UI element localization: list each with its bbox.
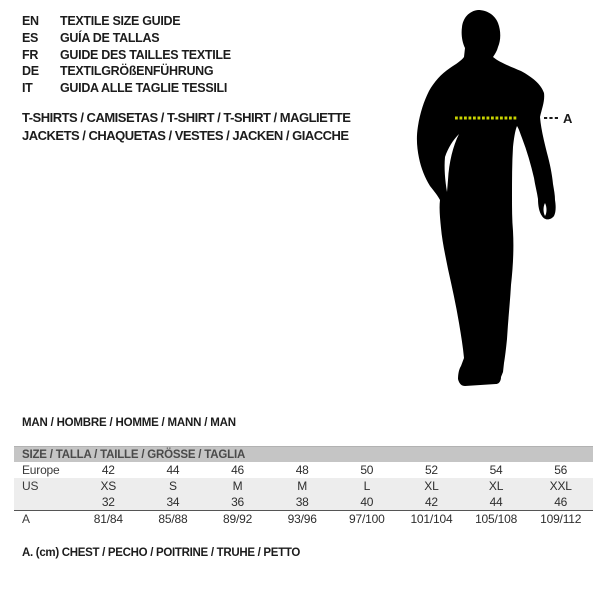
table-row <box>14 478 593 494</box>
row-label: US <box>22 479 39 493</box>
language-row <box>22 30 231 47</box>
size-value: 46 <box>231 463 245 477</box>
language-code: FR <box>22 47 39 62</box>
language-label: GUIDE DES TAILLES TEXTILE <box>60 47 231 62</box>
size-table-body <box>14 462 593 526</box>
size-value: 101/104 <box>410 512 453 526</box>
size-value: XL <box>488 479 504 493</box>
category-heading <box>22 109 350 144</box>
size-value: 44 <box>489 495 503 509</box>
size-value: 85/88 <box>158 512 188 526</box>
category-line-tshirts: T-SHIRTS / CAMISETAS / T-SHIRT / T-SHIRT / MAGLIETTE <box>22 110 351 125</box>
size-table <box>14 446 593 526</box>
size-value: S <box>169 479 177 493</box>
size-value: 97/100 <box>349 512 385 526</box>
size-value: 50 <box>360 463 374 477</box>
size-value: 36 <box>231 495 245 509</box>
size-table-header: SIZE / TALLA / TAILLE / GRÖSSE / TAGLIA <box>14 446 593 462</box>
table-row <box>14 510 593 526</box>
row-label <box>14 494 76 510</box>
size-value: L <box>363 479 371 493</box>
size-value: 89/92 <box>223 512 253 526</box>
size-value: 32 <box>101 495 115 509</box>
size-value: 109/112 <box>540 512 582 526</box>
size-value: 54 <box>489 463 503 477</box>
size-value: 56 <box>554 463 568 477</box>
language-label: GUIDA ALLE TAGLIE TESSILI <box>60 81 228 96</box>
language-label: GUÍA DE TALLAS <box>60 31 160 46</box>
size-value: 52 <box>424 463 438 477</box>
size-value: XXL <box>549 479 572 493</box>
size-value: 93/96 <box>287 512 317 526</box>
size-value: 42 <box>101 463 115 477</box>
language-label: TEXTILGRÖßENFÜHRUNG <box>60 64 214 79</box>
measurement-footnote: A. (cm) CHEST / PECHO / POITRINE / TRUHE / PETTO <box>22 547 301 559</box>
man-silhouette-figure <box>390 0 590 400</box>
size-value: XL <box>424 479 439 493</box>
language-list <box>22 13 231 96</box>
language-label: TEXTILE SIZE GUIDE <box>60 14 181 29</box>
language-row <box>22 46 231 63</box>
language-row <box>22 80 231 97</box>
table-row <box>14 462 593 478</box>
language-row <box>22 63 231 80</box>
size-value: 42 <box>424 495 438 509</box>
man-silhouette <box>417 10 556 386</box>
size-value: M <box>232 479 243 493</box>
size-value: 46 <box>554 495 568 509</box>
size-value: 81/84 <box>93 512 123 526</box>
size-value: 38 <box>295 495 309 509</box>
category-line-jackets: JACKETS / CHAQUETAS / VESTES / JACKEN / GIACCHE <box>22 127 349 143</box>
table-row <box>14 494 593 510</box>
measure-label-a: A <box>563 111 573 126</box>
row-label: Europe <box>22 463 60 477</box>
language-code: ES <box>22 31 39 46</box>
row-label: A <box>22 512 30 526</box>
size-value: 40 <box>360 495 374 509</box>
language-row <box>22 13 231 30</box>
size-value: 34 <box>166 495 180 509</box>
language-code: IT <box>22 81 33 96</box>
section-heading-man: MAN / HOMBRE / HOMME / MANN / MAN <box>22 417 236 429</box>
size-value: 48 <box>295 463 309 477</box>
size-value: XS <box>100 479 117 493</box>
language-code: EN <box>22 14 39 29</box>
size-value: 44 <box>166 463 180 477</box>
size-value: M <box>297 479 308 493</box>
language-code: DE <box>22 64 39 79</box>
size-value: 105/108 <box>475 512 518 526</box>
